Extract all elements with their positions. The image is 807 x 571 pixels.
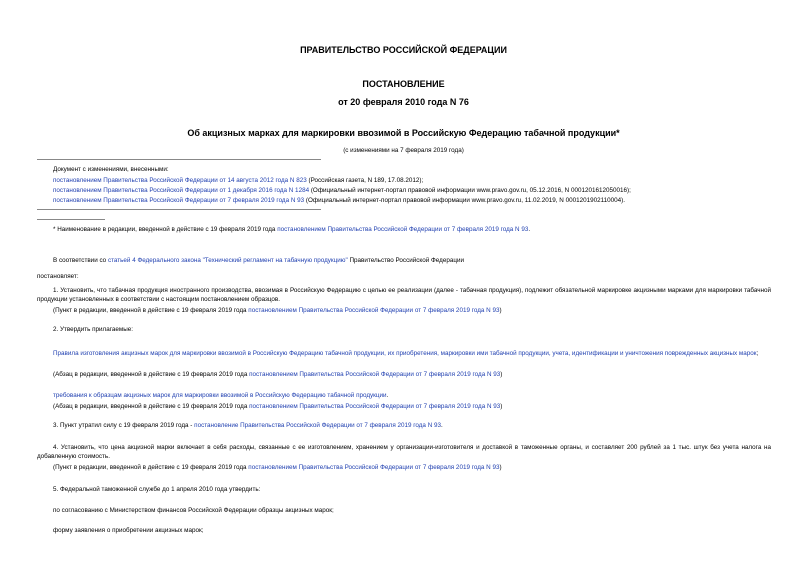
amendment-link[interactable]: постановлением Правительства Российской Федерации от 1 декабря 2016 года N 1284 [53, 187, 310, 194]
paragraph-1: 1. Установить, что табачная продукция иностранного производства, ввозимая в Российскую Федерацию с целью ее реализации (далее - табачная продукция), подлежит обязательной маркировке акцизными марками для маркировки табачной продукции установленных в соответствии с настоящим постановлением образцов. [37, 287, 771, 303]
document-title: Об акцизных марках для маркировки ввозимой в Российскую Федерацию табачной продукции* [187, 128, 620, 138]
footnote: * Наименование в редакции, введенной в действие с 19 февраля 2019 года постановлением Правительства Российской Федерации от 7 февраля 2019 года N 93. [53, 226, 531, 233]
footnote-link[interactable]: постановлением Правительства Российской Федерации от 7 февраля 2019 года N 93 [277, 226, 529, 233]
amendment-item: постановлением Правительства Российской Федерации от 1 декабря 2016 года N 1284 (Официальный интернет-портал правовой информации www.pravo.gov.ru, 05.12.2016, N 0001201612050016); [53, 187, 631, 194]
decides-text: постановляет: [37, 273, 79, 280]
footnote-divider [37, 219, 105, 220]
revision-note: (Абзац в редакции, введенной в действие с 19 февраля 2019 года постановлением Правительства Российской Федерации от 7 февраля 2019 года N 93) [53, 371, 503, 378]
paragraph-3: 3. Пункт утратил силу с 19 февраля 2019 года - постановление Правительства Российской Федерации от 7 февраля 2019 года N 93. [53, 422, 443, 429]
amendment-link[interactable]: постановлением Правительства Российской Федерации от 14 августа 2012 года N 823 [53, 177, 307, 184]
doc-type-heading: ПОСТАНОВЛЕНИЕ [362, 79, 445, 89]
paragraph-2: 2. Утвердить прилагаемые: [53, 326, 133, 333]
paragraph-5-item: форму заявления о приобретении акцизных марок; [53, 527, 204, 534]
amendment-item: постановлением Правительства Российской Федерации от 7 февраля 2019 года N 93 (Официальный интернет-портал правовой информации www.pravo.gov.ru, 11.02.2019, N 0001201902110004). [53, 197, 626, 204]
revision-link[interactable]: постановлением Правительства Российской Федерации от 7 февраля 2019 года N 93 [248, 464, 500, 471]
revision-note: (Пункт в редакции, введенной в действие с 19 февраля 2019 года постановлением Правительства Российской Федерации от 7 февраля 2019 года N 93) [53, 307, 502, 314]
law-link[interactable]: статьей 4 Федерального закона "Технический регламент на табачную продукцию" [107, 257, 348, 264]
amendment-item: постановлением Правительства Российской Федерации от 14 августа 2012 года N 823 (Российская газета, N 189, 17.08.2012); [53, 177, 424, 184]
amendments-intro: Документ с изменениями, внесенными: [53, 166, 169, 173]
amendment-link[interactable]: постановлением Правительства Российской Федерации от 7 февраля 2019 года N 93 [53, 197, 305, 204]
revision-note: (Пункт в редакции, введенной в действие с 19 февраля 2019 года постановлением Правительства Российской Федерации от 7 февраля 2019 года N 93) [53, 464, 502, 471]
revision-link[interactable]: постановлением Правительства Российской Федерации от 7 февраля 2019 года N 93 [249, 403, 501, 410]
samples-link[interactable]: требования к образцам акцизных марок для маркировки ввозимой в Российскую Федерацию табачной продукции [53, 392, 387, 399]
rules-link[interactable]: Правила изготовления акцизных марок для маркировки ввозимой в Российскую Федерацию табачной продукции, их приобретения, маркировки ими табачной продукции, учета, идентификации и уничтожения поврежденных акцизных марок [53, 350, 757, 357]
divider [37, 159, 321, 160]
revision-note: (Абзац в редакции, введенной в действие с 19 февраля 2019 года постановлением Правительства Российской Федерации от 7 февраля 2019 года N 93) [53, 403, 503, 410]
revision-link[interactable]: постановлением Правительства Российской Федерации от 7 февраля 2019 года N 93 [248, 307, 500, 314]
rules-paragraph: Правила изготовления акцизных марок для маркировки ввозимой в Российскую Федерацию табачной продукции, их приобретения, маркировки ими табачной продукции, учета, идентификации и уничтожения поврежденных акцизных марок; [53, 350, 759, 357]
doc-date-heading: от 20 февраля 2010 года N 76 [338, 97, 469, 107]
government-heading: ПРАВИТЕЛЬСТВО РОССИЙСКОЙ ФЕДЕРАЦИИ [300, 45, 507, 55]
paragraph-5: 5. Федеральной таможенной службе до 1 апреля 2010 года утвердить: [53, 486, 261, 493]
paragraph-5-item: по согласованию с Министерством финансов Российской Федерации образцы акцизных марок; [53, 507, 334, 514]
amended-note: (с изменениями на 7 февраля 2019 года) [343, 147, 464, 154]
samples-paragraph: требования к образцам акцизных марок для маркировки ввозимой в Российскую Федерацию табачной продукции. [53, 392, 389, 399]
paragraph-4: 4. Установить, что цена акцизной марки включает в себя расходы, связанные с ее изготовлением, хранением у организации-изготовителя и доставкой в таможенные органы, и составляет 200 рублей за 1 тыс. штук без учета налога на добавленную стоимость. [37, 444, 771, 460]
revision-link[interactable]: постановлением Правительства Российской Федерации от 7 февраля 2019 года N 93 [249, 371, 501, 378]
divider [37, 209, 321, 210]
repeal-link[interactable]: постановление Правительства Российской Федерации от 7 февраля 2019 года N 93 [194, 422, 441, 429]
preamble: В соответствии со статьей 4 Федерального закона "Технический регламент на табачную продукцию" Правительство Российской Федерации [53, 257, 464, 264]
